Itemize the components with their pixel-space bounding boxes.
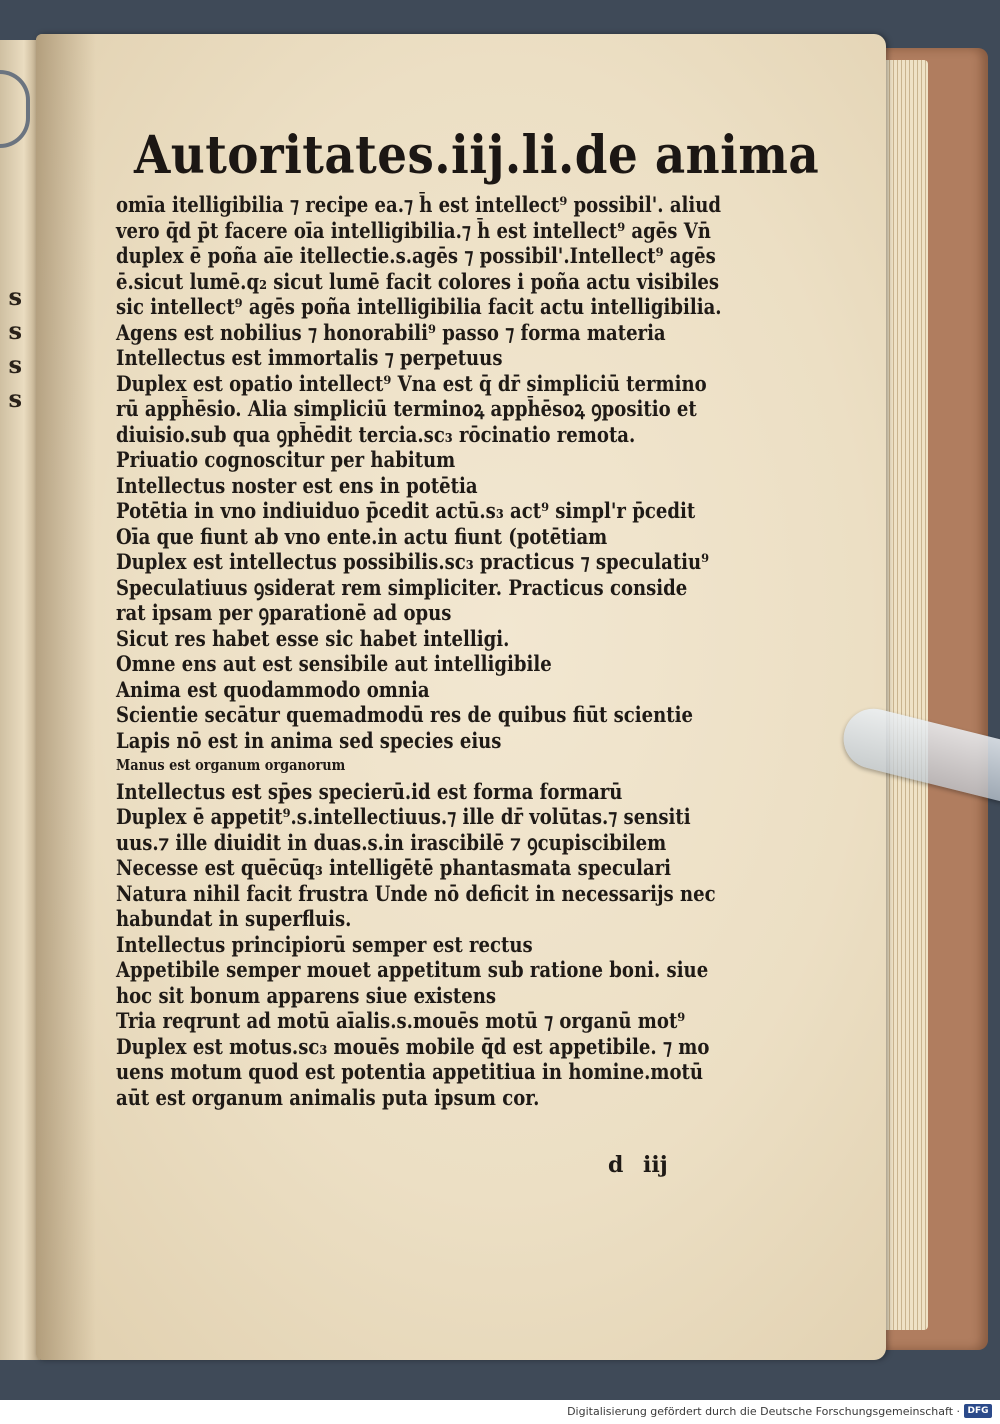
- text-line: Intellectus principiorū semper est rectus: [116, 931, 533, 957]
- facing-page-letters: [0, 280, 22, 416]
- facing-letter: s: [8, 384, 22, 413]
- text-line: uens motum quod est potentia appetitiua in homine.motū: [116, 1059, 704, 1084]
- text-line: Priuatio cognoscitur per habitum: [116, 447, 456, 472]
- text-line: rū apph̄ēsio. Alia simpliciū terminoꝝ apph̄ēsoꝝ ꝯpositio et: [116, 396, 697, 421]
- text-line: Duplex est opatio intellect⁹ Vna est q̄ dr̄ simpliciū termino: [116, 370, 707, 396]
- text-line: hoc sit bonum apparens siue existens: [116, 982, 497, 1008]
- text-line: ē.sicut lumē.q₂ sicut lumē facit colores i poña actu visibiles: [116, 268, 720, 294]
- text-line: Potētia in vno indiuiduo p̄cedit actū.s₃ act⁹ simpl'r p̄cedit: [116, 498, 696, 523]
- text-line: Natura nihil facit frustra Unde nō deficit in necessarijs nec: [116, 880, 716, 906]
- gutter-shadow: [36, 34, 96, 1360]
- text-line: vero q̄d p̄t facere oīa intelligibilia.⁊ h̄ est intellect⁹ agēs Vn̄: [116, 217, 711, 243]
- facing-letter: s: [8, 316, 22, 345]
- text-line: rat ipsam per ꝯparationē ad opus: [116, 600, 452, 625]
- text-line: habundat in superfluis.: [116, 906, 352, 931]
- text-line: Duplex ē appetit⁹.s.intellectiuus.⁊ ille dr̄ volūtas.⁊ sensiti: [116, 804, 691, 829]
- text-line: diuisio.sub qua ꝯph̄ēdit tercia.sc₃ rōcinatio remota.: [116, 421, 636, 447]
- text-line: Speculatiuus ꝯsiderat rem simpliciter. Practicus conside: [116, 574, 688, 600]
- book-page: [36, 34, 886, 1360]
- footer-credit: Digitalisierung gefördert durch die Deutsche Forschungsgemeinschaft ·: [567, 1405, 960, 1418]
- facing-letter: s: [8, 350, 22, 379]
- text-line: Manus est organum organorum: [116, 756, 346, 774]
- text-line: Intellectus est sp̄es specierū.id est forma formarū: [116, 778, 623, 804]
- facing-page-edge: [0, 40, 40, 1360]
- text-line: uus.⁊ ille diuidit in duas.s.in irascibilē ⁊ ꝯcupiscibilem: [116, 829, 667, 855]
- text-line: Agens est nobilius ⁊ honorabili⁹ passo ⁊ forma materia: [116, 319, 666, 345]
- text-line: Sicut res habet esse sic habet intelligi.: [116, 625, 510, 651]
- text-line: Duplex est motus.sc₃ mouēs mobile q̄d est appetibile. ⁊ mo: [116, 1033, 710, 1059]
- text-line: duplex ē poña aīe itellectie.s.agēs ⁊ possibil'.Intellect⁹ agēs: [116, 243, 716, 268]
- signature-mark: d iij: [608, 1152, 668, 1178]
- text-block: [116, 192, 756, 1110]
- facing-letter: s: [8, 282, 22, 311]
- text-line: Tria reqrunt ad motū aīalis.s.mouēs motū ⁊ organū mot⁹: [116, 1008, 686, 1033]
- text-line: omīa itelligibilia ⁊ recipe ea.⁊ h̄ est intellect⁹ possibil'. aliud: [116, 192, 722, 217]
- text-line: Intellectus est immortalis ⁊ perpetuus: [116, 345, 503, 370]
- text-line: Necesse est quēcūq₃ intelligētē phantasmata speculari: [116, 855, 672, 880]
- text-line: aūt est organum animalis puta ipsum cor.: [116, 1084, 540, 1110]
- text-line: Duplex est intellectus possibilis.sc₃ practicus ⁊ speculatiu⁹: [116, 549, 710, 574]
- text-line: Oīa que fiunt ab vno ente.in actu fiunt (potētiam: [116, 523, 608, 549]
- text-line: Scientie secātur quemadmodū res de quibus fiūt scientie: [116, 702, 693, 727]
- running-title: Autoritates.iij.li.de anima: [134, 125, 820, 186]
- text-line: Intellectus noster est ens in potētia: [116, 472, 478, 498]
- text-line: Anima est quodammodo omnia: [116, 676, 430, 702]
- text-line: Lapis nō est in anima sed species eius: [116, 727, 502, 753]
- text-line: Omne ens aut est sensibile aut intelligibile: [116, 651, 552, 676]
- text-line: sic intellect⁹ agēs poña intelligibilia facit actu intelligibilia.: [116, 294, 722, 319]
- text-line: Appetibile semper mouet appetitum sub ratione boni. siue: [116, 957, 709, 982]
- dfg-logo: DFG: [964, 1404, 992, 1418]
